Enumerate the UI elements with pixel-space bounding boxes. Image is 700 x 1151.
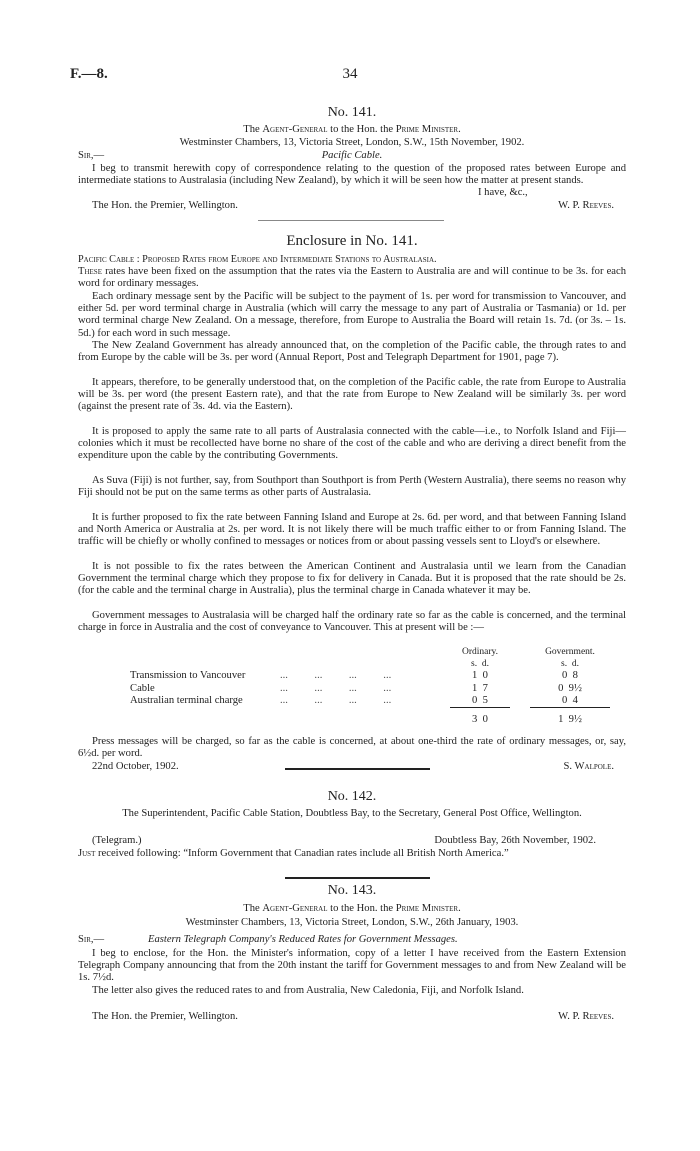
row-leaders: ... ... ... ...: [280, 670, 392, 682]
total-government: 1 9½: [558, 713, 582, 725]
no141-salutation: Sir,—: [78, 150, 105, 161]
enclosure-paragraph-9: Government messages to Australasia will be charged half the ordinary rate so far as the cable is concerned, and the terminal charge in force in Australia and the cost of conveyance to Vancouver. This at present will be :—: [78, 610, 626, 634]
no141-salutation-line: [78, 150, 626, 162]
no141-footer: [78, 200, 626, 212]
section-rule: [285, 768, 430, 770]
enclosure-signature: S. Walpole.: [563, 761, 614, 772]
row-leaders: ... ... ... ...: [280, 695, 392, 707]
no142-title: No. 142.: [327, 789, 377, 804]
row-government: 0 8: [562, 670, 578, 682]
sd-ordinary: s. d.: [471, 659, 489, 670]
table-row: [130, 670, 610, 682]
no142-body: Just received following: “Inform Government that Canadian rates include all British North America.”: [78, 848, 509, 859]
no141-address: Westminster Chambers, 13, Victoria Street, London, S.W., 15th November, 1902.: [179, 137, 525, 148]
row-government: 0 9½: [558, 682, 582, 694]
row-label: Transmission to Vancouver: [130, 670, 246, 682]
enclosure-paragraph-7: It is further proposed to fix the rate between Fanning Island and Europe at 2s. 6d. per word, and that between Fanning Island and North America or Australia at 2s. per word. It is not likely there will be much traffic either to or from Fanning Island. The traffic will be chiefly or wholly confined to messages or notices from or about passing vessels sent to Lloyd's or elsewhere.: [78, 512, 626, 548]
rates-table-header: [130, 646, 610, 658]
sd-government: s. d.: [561, 659, 579, 670]
no142-place-date: Doubtless Bay, 26th November, 1902.: [434, 835, 596, 846]
table-row: [130, 695, 610, 708]
divider: [258, 220, 444, 221]
paper-reference: F.—8.: [70, 66, 108, 82]
no143-signature: W. P. Reeves.: [558, 1011, 614, 1022]
no143-parties: The Agent-General to the Hon. the Prime Minister.: [243, 903, 461, 914]
no141-signature: W. P. Reeves.: [558, 200, 614, 211]
row-label: Cable: [130, 682, 155, 694]
no143-salutation: Sir,—: [78, 934, 105, 945]
page-number: 34: [342, 66, 358, 82]
no141-close: I have, &c.,: [478, 187, 528, 198]
no141-body: I beg to transmit herewith copy of correspondence relating to the question of the proposed rates between Europe and intermediate stations to Australasia (including New Zealand), by which it will be seen how the matter at present stands.: [78, 163, 626, 187]
enclosure-heading: Pacific Cable : Proposed Rates from Europe and Intermediate Stations to Australasia.: [78, 254, 437, 265]
no143-subject: Eastern Telegraph Company's Reduced Rates for Government Messages.: [148, 934, 458, 945]
no143-salutation-line: [78, 934, 626, 946]
enclosure-paragraph-3: The New Zealand Government has already announced that, on the completion of the Pacific cable, the through rates to and from Europe by the cable will be 3s. per word (Annual Report, Post and Telegraph Department for 1901, page 7).: [78, 340, 626, 364]
enclosure-title: Enclosure in No. 141.: [286, 233, 418, 249]
table-row: [130, 683, 610, 695]
col-ordinary: Ordinary.: [461, 647, 499, 657]
row-ordinary: 1 0: [472, 670, 488, 682]
row-label: Australian terminal charge: [130, 695, 243, 707]
row-ordinary: 0 5: [450, 695, 510, 708]
no141-parties: The Agent-General to the Hon. the Prime Minister.: [243, 124, 461, 135]
enclosure-paragraph-6: As Suva (Fiji) is not further, say, from Southport than Southport is from Perth (Western Australia), there seems no reason why Fiji should not be put on the same terms as other parts of Australasia.: [78, 475, 626, 499]
no143-paragraph-2: The letter also gives the reduced rates to and from Australia, New Caledonia, Fiji, and Norfolk Island.: [92, 985, 524, 996]
enclosure-paragraph-10: Press messages will be charged, so far as the cable is concerned, at about one-third the rate of ordinary messages, or, say, 6½d. per word.: [78, 736, 626, 760]
rates-table: [130, 646, 610, 726]
enclosure-paragraph-4: It appears, therefore, to be generally understood that, on the completion of the Pacific cable, the rate from Europe to Australia will be 3s. per word (the present Eastern rate), and that the rate from Europe to New Zealand will be similarly 3s. per word (against the present rate of 3s. 4d. via the Eastern).: [78, 377, 626, 413]
enclosure-paragraph-1: These rates have been fixed on the assumption that the rates via the Eastern to Australia are and will continue to be 3s. for each word for ordinary messages.: [78, 266, 626, 290]
col-government: Government.: [545, 647, 595, 657]
no141-addressee: The Hon. the Premier, Wellington.: [92, 200, 238, 211]
no142-telegram-line: [78, 835, 626, 847]
page-header: [70, 66, 630, 86]
no141-title: No. 141.: [327, 105, 377, 120]
enclosure-date: 22nd October, 1902.: [92, 761, 179, 772]
section-rule: [285, 877, 430, 879]
enclosure-paragraph-5: It is proposed to apply the same rate to all parts of Australasia connected with the cable—i.e., to Norfolk Island and Fiji—colonies which it must be recollected have borne no share of the cost of the cable and who are deriving a direct benefit from the expenditure upon the cable by the contributing Governments.: [78, 426, 626, 462]
row-government: 0 4: [530, 695, 610, 708]
table-total-row: [130, 714, 610, 726]
no142-telegram: (Telegram.): [92, 835, 142, 846]
no143-addressee: The Hon. the Premier, Wellington.: [92, 1011, 238, 1022]
enclosure-paragraph-2: Each ordinary message sent by the Pacific will be subject to the payment of 1s. per word for transmission to Vancouver, and either 5d. per word terminal charge in Australia (which will carry the message to any part of Australia or Tasmania) or 1d. per word terminal charge New Zealand. On a message, therefore, from Europe to Australia the Board will retain 1s. 7d. (or 3s. – 1s. 5d.) for each word in such message.: [78, 291, 626, 339]
no143-footer: [78, 1011, 626, 1023]
row-ordinary: 1 7: [472, 682, 488, 694]
no143-address: Westminster Chambers, 13, Victoria Street, London, S.W., 26th January, 1903.: [185, 917, 519, 928]
no142-parties: The Superintendent, Pacific Cable Station, Doubtless Bay, to the Secretary, General Post Office, Wellington.: [122, 808, 582, 819]
no143-title: No. 143.: [327, 883, 377, 898]
enclosure-paragraph-8: It is not possible to fix the rates between the American Continent and Australasia until we learn from the Canadian Government the terminal charge which they propose to fix for delivery in Canada. But it is proposed that the rate should be 2s. (for the cable and the terminal charge in Australia), plus the terminal charge in Canada whatever it may be.: [78, 561, 626, 597]
no141-subject: Pacific Cable.: [321, 150, 383, 161]
total-ordinary: 3 0: [472, 713, 488, 725]
row-leaders: ... ... ... ...: [280, 682, 392, 694]
no143-paragraph-1: I beg to enclose, for the Hon. the Minister's information, copy of a letter I have received from the Eastern Extension Telegraph Company announcing that from the 20th instant the tariff for Government messages to and from New Zealand will be 1s. 7½d.: [78, 948, 626, 984]
